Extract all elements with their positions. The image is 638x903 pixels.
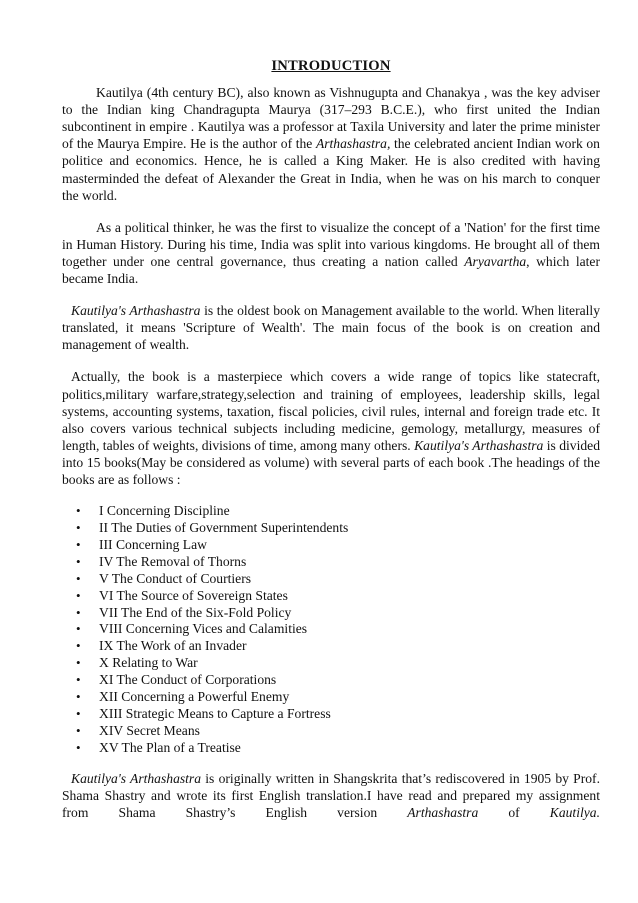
bullet-icon: • (76, 638, 81, 654)
book-heading: IV The Removal of Thorns (99, 553, 247, 569)
italic-term-kautilya: Kautilya. (549, 804, 600, 820)
italic-term-kautilyas-arthashastra: Kautilya's Arthashastra (71, 770, 202, 786)
list-item (62, 740, 600, 757)
list-item (62, 503, 600, 520)
book-heading: XV The Plan of a Treatise (99, 739, 241, 755)
book-heading: XII Concerning a Powerful Enemy (99, 689, 290, 705)
book-heading: VII The End of the Six-Fold Policy (99, 604, 292, 620)
bullet-icon: • (76, 689, 81, 705)
paragraph-text: is originally written in Shangskrita that’s rediscovered in 1905 by Prof. Shama Shastry and wrote its first English translation.I have read and prepared my assignment from Shama Shastry’s English version (62, 770, 600, 820)
book-heading: XIII Strategic Means to Capture a Fortress (99, 705, 331, 721)
paragraph-text: of (478, 804, 550, 820)
bullet-icon: • (76, 570, 81, 586)
list-item (62, 655, 600, 672)
paragraph-political-thinker (62, 219, 600, 287)
italic-term-arthashastra: Arthashastra (407, 804, 479, 820)
paragraph-topics (62, 368, 600, 488)
bullet-icon: • (76, 553, 81, 569)
paragraph-text: Kautilya (4th century BC), also known as Vishnugupta and Chanakya , was the key adviser to the Indian king Chandragupta Maurya (317–293 B.C.E.), who first united the Indian subcontinent in empire . Kautilya was a professor at Taxila University and later the prime minister of the Maurya Empire. He is the author of the (62, 85, 600, 152)
bullet-icon: • (76, 705, 81, 721)
paragraph-text: As a political thinker, he was the first to visualize the concept of a 'Nation' for the first time in Human History. During his time, India was split into various kingdoms. He brought all of them together under one central governance, thus creating a nation called (62, 219, 600, 269)
italic-term-aryavartha: Aryavartha (464, 253, 527, 269)
book-heading: XIV Secret Means (99, 722, 200, 738)
list-item (62, 723, 600, 740)
book-heading: VI The Source of Sovereign States (99, 587, 288, 603)
book-heading: X Relating to War (99, 655, 198, 671)
bullet-icon: • (76, 536, 81, 552)
italic-term-kautilyas-arthashastra: Kautilya's Arthashastra (414, 437, 544, 453)
book-heading: V The Conduct of Courtiers (99, 570, 252, 586)
bullet-icon: • (76, 519, 81, 535)
bullet-icon: • (76, 722, 81, 738)
paragraph-text: the celebrated ancient Indian work on politice and economics. Hence, he is called a King Maker. He is also credited with having masterminded the defeat of Alexander the Great in India, when he was on his march to conquer the world. (62, 136, 600, 203)
book-heading: I Concerning Discipline (99, 503, 230, 519)
list-item (62, 571, 600, 588)
list-item (62, 537, 600, 554)
list-item (62, 706, 600, 723)
book-heading: IX The Work of an Invader (99, 638, 247, 654)
paragraph-text: is the oldest book on Management available to the world. When literally translated, it means 'Scripture of Wealth'. The main focus of the book is on creation and management of wealth. (62, 303, 600, 353)
italic-term-arthashastra: Arthashastra, (315, 136, 391, 152)
books-list (62, 503, 600, 757)
list-item (62, 689, 600, 706)
document-page (62, 58, 600, 836)
list-item (62, 554, 600, 571)
paragraph-oldest-book (62, 302, 600, 353)
paragraph-text: , which later became India. (62, 253, 600, 287)
paragraph-intro-kautilya (62, 84, 600, 204)
bullet-icon: • (76, 621, 81, 637)
paragraph-rediscovery (62, 770, 600, 821)
list-item (62, 638, 600, 655)
book-heading: XI The Conduct of Corporations (99, 672, 277, 688)
book-heading: VIII Concerning Vices and Calamities (99, 621, 308, 637)
book-heading: III Concerning Law (99, 536, 207, 552)
italic-term-kautilyas-arthashastra: Kautilya's Arthashastra (71, 303, 201, 319)
list-item (62, 520, 600, 537)
list-item (62, 605, 600, 622)
bullet-icon: • (76, 672, 81, 688)
bullet-icon: • (76, 739, 81, 755)
list-item (62, 621, 600, 638)
bullet-icon: • (76, 655, 81, 671)
paragraph-text: Actually, the book is a masterpiece which covers a wide range of topics like statecraft, politics,military warfare,strategy,selection and training of employees, leadership skills, legal systems, accounting systems, taxation, fiscal policies, civil rules, internal and foreign trade etc. It also covers various technical subjects including medicine, gemology, metallurgy, measures of length, tables of weights, divisions of time, among many others. (62, 369, 600, 453)
book-heading: II The Duties of Government Superintendents (99, 519, 349, 535)
bullet-icon: • (76, 503, 81, 519)
bullet-icon: • (76, 587, 81, 603)
list-item (62, 588, 600, 605)
page-title: INTRODUCTION (271, 58, 391, 74)
list-item (62, 672, 600, 689)
bullet-icon: • (76, 604, 81, 620)
paragraph-text: is divided into 15 books(May be considered as volume) with several parts of each book .The headings of the books are as follows : (62, 437, 600, 487)
